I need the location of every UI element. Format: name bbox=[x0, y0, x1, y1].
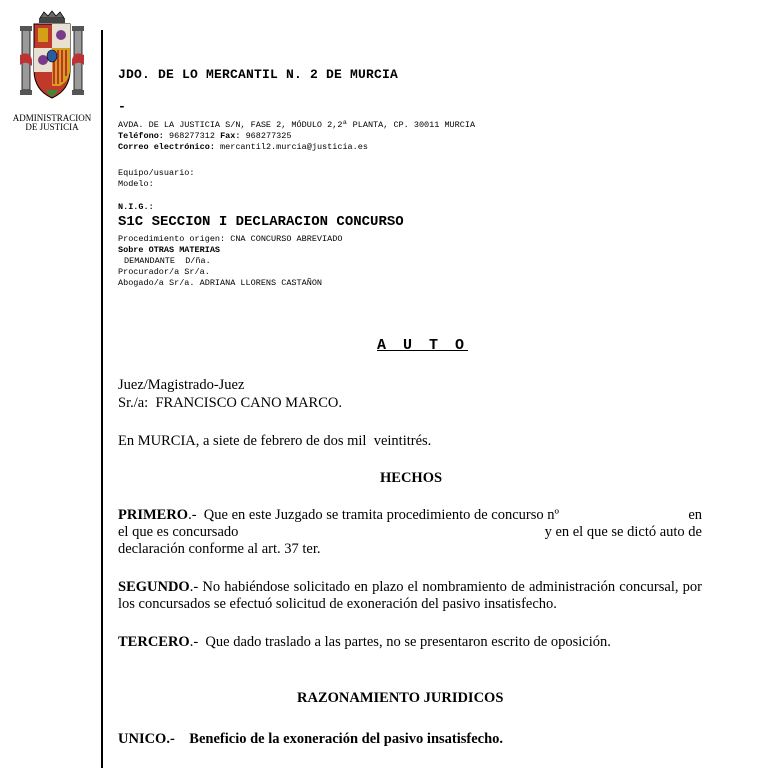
unico-label: UNICO.- bbox=[118, 731, 175, 747]
tercero-text: .- Que dado traslado a las partes, no se presentaron escrito de oposición. bbox=[189, 634, 611, 650]
phone-label: Teléfono: bbox=[118, 131, 164, 141]
primero-text-e: declaración conforme al art. 37 ter. bbox=[118, 541, 321, 557]
primero-text-a: .- Que en este Juzgado se tramita procedimiento de concurso nº bbox=[188, 507, 559, 523]
phone-value: 968277312 bbox=[169, 131, 215, 141]
segundo-text: .- No habiéndose solicitado en plazo el nombramiento de administración concursal, por los concursados se efectuó solicitud de exoneración del pasivo insatisfecho. bbox=[118, 579, 702, 612]
procurador: Procurador/a Sr/a. bbox=[118, 267, 210, 277]
sobre-materias: Sobre OTRAS MATERIAS bbox=[118, 245, 221, 255]
header-dash: - bbox=[118, 99, 126, 114]
fax-label: Fax: bbox=[220, 131, 241, 141]
primero-text-d: y en el que se dictó auto de bbox=[544, 524, 702, 540]
primero-paragraph bbox=[118, 507, 702, 558]
primero-label: PRIMERO bbox=[118, 507, 189, 523]
date-line: En MURCIA, a siete de febrero de dos mil veintitrés. bbox=[118, 433, 432, 449]
fax-value: 968277325 bbox=[245, 131, 292, 141]
hechos-heading: HECHOS bbox=[380, 470, 443, 486]
email-value: mercantil2.murcia@justicia.es bbox=[220, 142, 368, 152]
logo-caption-line2: DE JUSTICIA bbox=[25, 122, 79, 132]
court-email bbox=[118, 142, 368, 153]
primero-text-c: el que es concursado bbox=[118, 524, 239, 540]
equipo-usuario: Equipo/usuario: bbox=[118, 168, 195, 178]
section-title: S1C SECCION I DECLARACION CONCURSO bbox=[118, 214, 404, 230]
unico-text: Beneficio de la exoneración del pasivo insatisfecho. bbox=[189, 731, 504, 747]
procedimiento-origen: Procedimiento origen: CNA CONCURSO ABREVIADO bbox=[118, 234, 343, 244]
segundo-paragraph bbox=[118, 579, 702, 613]
juez-label: Juez/Magistrado-Juez bbox=[118, 377, 245, 393]
juez-name: Sr./a: FRANCISCO CANO MARCO. bbox=[118, 395, 342, 411]
court-address: AVDA. DE LA JUSTICIA S/N, FASE 2, MÓDULO 2,2ª PLANTA, CP. 30011 MURCIA bbox=[118, 120, 476, 130]
primero-text-b: en bbox=[688, 507, 702, 523]
abogado: Abogado/a Sr/a. ADRIANA LLORENS CASTAÑON bbox=[118, 278, 323, 288]
tercero-paragraph bbox=[118, 634, 702, 651]
court-title: JDO. DE LO MERCANTIL N. 2 DE MURCIA bbox=[118, 67, 399, 82]
court-phone bbox=[118, 131, 292, 142]
logo-caption-line1: ADMINISTRACION bbox=[12, 113, 92, 123]
logo bbox=[6, 10, 98, 132]
demandante: DEMANDANTE D/ña. bbox=[124, 256, 211, 266]
document-title: A U T O bbox=[377, 337, 469, 354]
tercero-label: TERCERO bbox=[118, 634, 190, 650]
email-label: Correo electrónico: bbox=[118, 142, 215, 152]
unico-paragraph bbox=[118, 731, 503, 748]
razonamiento-heading: RAZONAMIENTO JURIDICOS bbox=[297, 690, 504, 706]
segundo-label: SEGUNDO bbox=[118, 579, 190, 595]
margin-divider bbox=[101, 30, 103, 768]
modelo: Modelo: bbox=[118, 179, 154, 189]
coat-of-arms-icon bbox=[20, 10, 84, 110]
nig: N.I.G.: bbox=[118, 202, 154, 212]
